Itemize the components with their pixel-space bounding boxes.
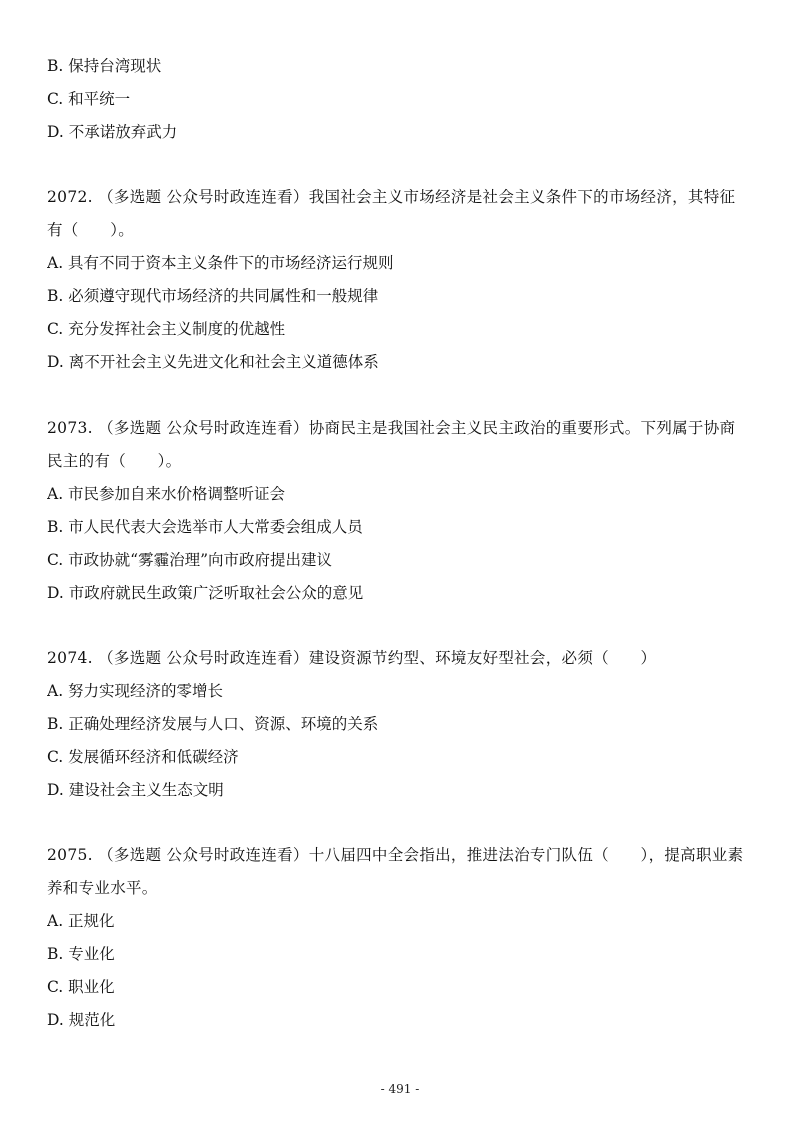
- question-2073-text-cont: 民主的有（ ）。: [47, 452, 182, 470]
- option-c: C. 充分发挥社会主义制度的优越性: [47, 320, 286, 338]
- option-c: C. 职业化: [47, 978, 115, 996]
- option-a: A. 努力实现经济的零增长: [47, 682, 224, 700]
- question-2075-text: 2075. （多选题 公众号时政连连看）十八届四中全会指出，推进法治专门队伍（ ），提高职业素: [47, 846, 744, 864]
- option-b: B. 正确处理经济发展与人口、资源、环境的关系: [47, 715, 379, 733]
- option-b: B. 必须遵守现代市场经济的共同属性和一般规律: [47, 287, 379, 305]
- option-c: C. 和平统一: [47, 90, 131, 108]
- question-2075-text-cont: 养和专业水平。: [47, 879, 158, 897]
- option-a: A. 正规化: [47, 912, 115, 930]
- option-d: D. 不承诺放弃武力: [47, 123, 178, 141]
- option-b: B. 市人民代表大会选举市人大常委会组成人员: [47, 518, 363, 536]
- option-d: D. 离不开社会主义先进文化和社会主义道德体系: [47, 353, 379, 371]
- option-a: A. 具有不同于资本主义条件下的市场经济运行规则: [47, 254, 394, 272]
- question-2072-text: 2072. （多选题 公众号时政连连看）我国社会主义市场经济是社会主义条件下的市场经济，其特征: [47, 188, 736, 206]
- option-d: D. 建设社会主义生态文明: [47, 781, 224, 799]
- option-d: D. 市政府就民生政策广泛听取社会公众的意见: [47, 584, 364, 602]
- option-c: C. 发展循环经济和低碳经济: [47, 748, 239, 766]
- option-c: C. 市政协就“雾霾治理”向市政府提出建议: [47, 551, 333, 569]
- option-a: A. 市民参加自来水价格调整听证会: [47, 485, 286, 503]
- question-2072-text-cont: 有（ ）。: [47, 221, 135, 239]
- page-number: - 491 -: [380, 1082, 420, 1096]
- option-b: B. 专业化: [47, 945, 115, 963]
- question-2074-text: 2074. （多选题 公众号时政连连看）建设资源节约型、环境友好型社会，必须（ ）: [47, 649, 657, 667]
- option-d: D. 规范化: [47, 1011, 116, 1029]
- option-b: B. 保持台湾现状: [47, 57, 162, 75]
- question-2073-text: 2073. （多选题 公众号时政连连看）协商民主是我国社会主义民主政治的重要形式。下列属于协商: [47, 419, 736, 437]
